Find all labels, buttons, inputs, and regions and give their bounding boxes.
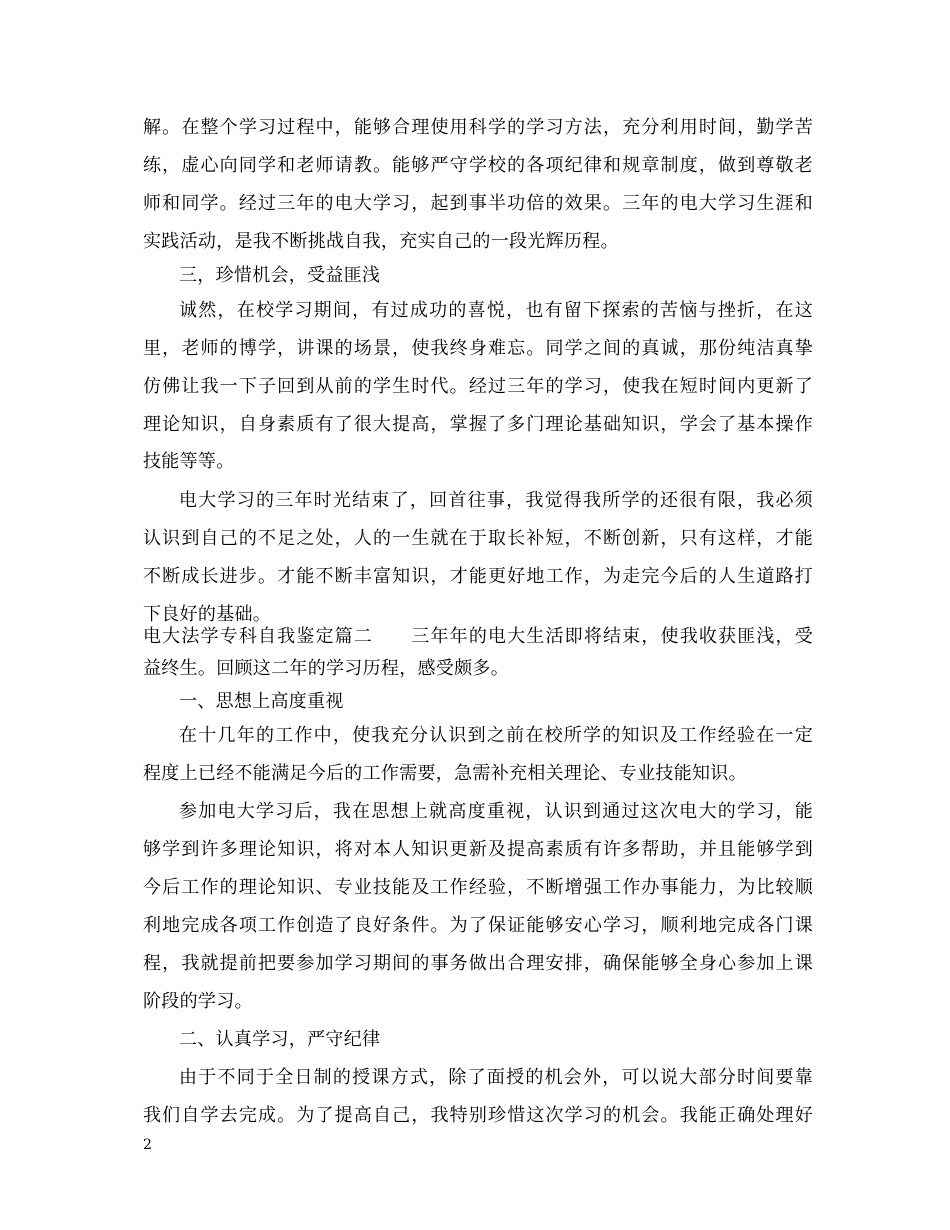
text-line: 技能等等。 [143, 451, 235, 472]
section-heading: 二、认真学习，严守纪律 [179, 1029, 381, 1050]
text-line: 诚然，在校学习期间，有过成功的喜悦，也有留下探索的苦恼与挫折，在这 [179, 300, 813, 321]
text-line: 认识到自己的不足之处，人的一生就在于取长补短，不断创新，只有这样，才能 [143, 528, 813, 549]
text-line: 利地完成各项工作创造了良好条件。为了保证能够安心学习，顺利地完成各门课 [143, 915, 813, 936]
text-line: 里，老师的博学，讲课的场景，使我终身难忘。同学之间的真诚，那份纯洁真挚 [143, 338, 813, 359]
text-line: 不断成长进步。才能不断丰富知识，才能更好地工作，为走完今后的人生道路打 [143, 566, 813, 587]
section-heading: 一、思想上高度重视 [179, 691, 344, 712]
text-line: 益终生。回顾这二年的学习历程，感受颇多。 [143, 658, 509, 679]
text-line: 由于不同于全日制的授课方式，除了面授的机会外，可以说大部分时间要靠 [179, 1067, 813, 1088]
text-line: 我们自学去完成。为了提高自己，我特别珍惜这次学习的机会。我能正确处理好 [143, 1105, 813, 1126]
text-line: 够学到许多理论知识，将对本人知识更新及提高素质有许多帮助，并且能够学到 [143, 839, 813, 860]
text-line: 在十几年的工作中，使我充分认识到之前在校所学的知识及工作经验在一定 [179, 725, 813, 746]
section-heading: 三，珍惜机会，受益匪浅 [179, 265, 381, 286]
text-line: 实践活动，是我不断挑战自我，充实自己的一段光辉历程。 [143, 231, 619, 252]
text-line: 理论知识，自身素质有了很大提高，掌握了多门理论基础知识，学会了基本操作 [143, 414, 813, 435]
text-line: 仿佛让我一下子回到从前的学生时代。经过三年的学习，使我在短时间内更新了 [143, 376, 813, 397]
text-line: 程，我就提前把要参加学习期间的事务做出合理安排，确保能够全身心参加上课 [143, 953, 813, 974]
text-line: 程度上已经不能满足今后的工作需要，急需补充相关理论、专业技能知识。 [143, 763, 747, 784]
text-line: 参加电大学习后，我在思想上就高度重视，认识到通过这次电大的学习，能 [179, 801, 813, 822]
text-line: 阶段的学习。 [143, 991, 253, 1012]
text-line: 今后工作的理论知识、专业技能及工作经验，不断增强工作办事能力，为比较顺 [143, 877, 813, 898]
text-line: 师和同学。经过三年的电大学习，起到事半功倍的效果。三年的电大学习生涯和 [143, 193, 813, 214]
text-line: 练，虚心向同学和老师请教。能够严守学校的各项纪律和规章制度，做到尊敬老 [143, 155, 813, 176]
chapter-heading-line: 电大法学专科自我鉴定篇二 三年年的电大生活即将结束，使我收获匪浅，受 [143, 626, 813, 647]
text-line: 电大学习的三年时光结束了，回首往事，我觉得我所学的还很有限，我必须 [179, 490, 813, 511]
text-line: 解。在整个学习过程中，能够合理使用科学的学习方法，充分利用时间，勤学苦 [143, 117, 813, 138]
page-number: 2 [143, 1137, 152, 1153]
text-line: 下良好的基础。 [143, 604, 272, 625]
